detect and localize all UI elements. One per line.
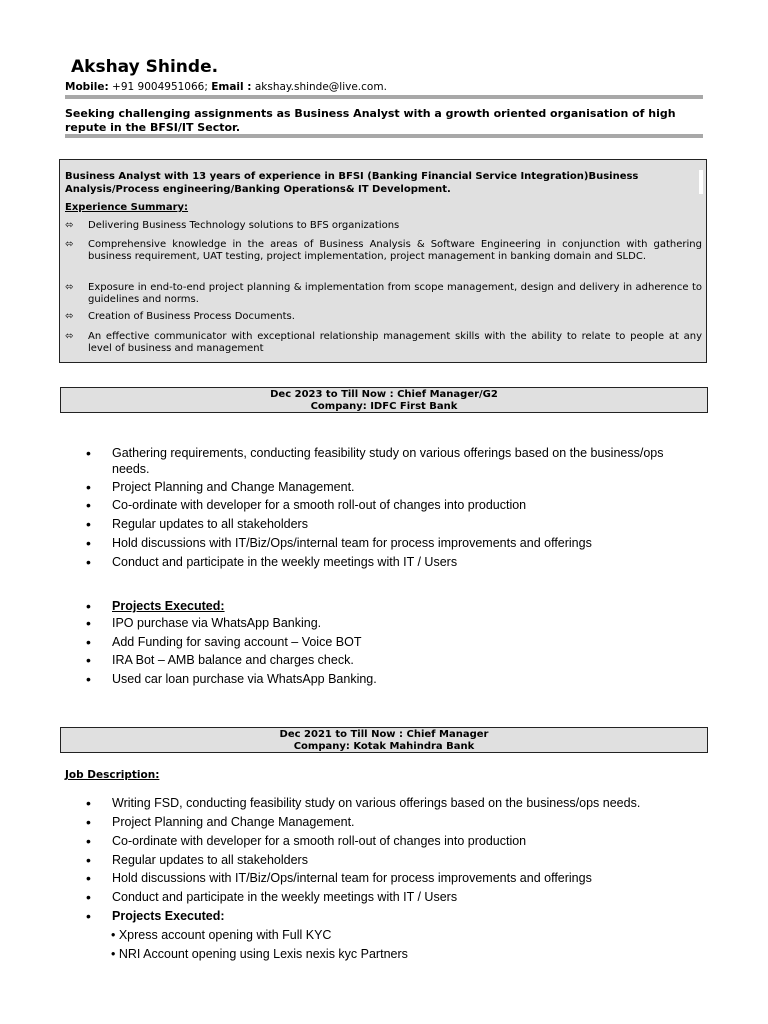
summary-intro: Business Analyst with 13 years of experience in BFSI (Banking Financial Service Integration)Business Analysis/Process engineering/Banking Operations& IT Development. bbox=[65, 171, 639, 195]
list-item: • Project Planning and Change Management. bbox=[86, 814, 355, 830]
summary-heading: Experience Summary: bbox=[65, 202, 189, 213]
list-item: • IPO purchase via WhatsApp Banking. bbox=[86, 615, 322, 631]
bullet-icon: • bbox=[86, 615, 91, 631]
list-item: • Xpress account opening with Full KYC bbox=[111, 928, 332, 942]
experience-summary-box bbox=[59, 159, 707, 363]
email-label: Email : bbox=[211, 81, 252, 93]
objective-rule bbox=[65, 134, 703, 138]
bullet-icon: • bbox=[86, 598, 91, 614]
bullet-icon: • bbox=[86, 795, 91, 811]
bullet-icon: • bbox=[86, 652, 91, 668]
candidate-name: Akshay Shinde. bbox=[71, 57, 219, 77]
bullet-icon: • bbox=[86, 554, 91, 570]
bullet-icon: • bbox=[86, 535, 91, 551]
bullet-icon: • bbox=[86, 908, 91, 924]
list-item: • NRI Account opening using Lexis nexis kyc Partners bbox=[111, 947, 408, 961]
summary-item-text: Exposure in end-to-end project planning & implementation from scope management, design and delivery in adherence to guidelines and norms. bbox=[88, 282, 702, 305]
double-arrow-icon: ⬄ bbox=[65, 331, 74, 342]
job-period-title: Dec 2023 to Till Now : Chief Manager/G2 bbox=[270, 389, 498, 400]
bullet-icon: • bbox=[86, 870, 91, 886]
bullet-icon: • bbox=[86, 479, 91, 495]
summary-item bbox=[65, 282, 702, 305]
bullet-icon: • bbox=[86, 833, 91, 849]
bullet-icon: • bbox=[86, 814, 91, 830]
job-header-idfc bbox=[60, 387, 708, 413]
mobile-value: +91 9004951066; bbox=[112, 81, 208, 93]
double-arrow-icon: ⬄ bbox=[65, 282, 74, 293]
job-company: Company: Kotak Mahindra Bank bbox=[293, 741, 475, 752]
summary-item-text: Delivering Business Technology solutions to BFS organizations bbox=[88, 220, 400, 231]
job-company: Company: IDFC First Bank bbox=[310, 401, 458, 412]
summary-item-text: An effective communicator with exceptional relationship management skills with the ability to relate to people at any level of business and management bbox=[88, 331, 702, 354]
summary-item bbox=[65, 331, 702, 354]
double-arrow-icon: ⬄ bbox=[65, 239, 74, 250]
contact-line bbox=[65, 81, 387, 93]
list-item: • Hold discussions with IT/Biz/Ops/internal team for process improvements and offerings bbox=[86, 870, 592, 886]
list-item: • Gathering requirements, conducting feasibility study on various offerings based on the business/ops needs. bbox=[86, 445, 664, 476]
bullet-icon: • bbox=[86, 852, 91, 868]
bullet-icon: • bbox=[86, 889, 91, 905]
bullet-icon: • bbox=[86, 516, 91, 532]
list-item: • Conduct and participate in the weekly meetings with IT / Users bbox=[86, 554, 458, 570]
projects-heading: • Projects Executed: bbox=[86, 598, 225, 614]
list-item: • Regular updates to all stakeholders bbox=[86, 516, 308, 532]
bullet-icon: • bbox=[86, 497, 91, 513]
double-arrow-icon: ⬄ bbox=[65, 220, 74, 231]
email-value: akshay.shinde@live.com. bbox=[254, 81, 387, 93]
list-item: • Co-ordinate with developer for a smooth roll-out of changes into production bbox=[86, 833, 527, 849]
summary-item bbox=[65, 311, 702, 323]
mobile-label: Mobile: bbox=[65, 81, 109, 93]
summary-item bbox=[65, 220, 702, 232]
list-item: • Hold discussions with IT/Biz/Ops/internal team for process improvements and offerings bbox=[86, 535, 592, 551]
list-item: • Conduct and participate in the weekly meetings with IT / Users bbox=[86, 889, 458, 905]
projects-heading: • Projects Executed: bbox=[86, 908, 225, 924]
job-description-heading: Job Description: bbox=[65, 769, 160, 781]
list-item: • Project Planning and Change Management. bbox=[86, 479, 355, 495]
career-objective: Seeking challenging assignments as Business Analyst with a growth oriented organisation of high repute in the BFSI/IT Sector. bbox=[65, 107, 676, 134]
double-arrow-icon: ⬄ bbox=[65, 311, 74, 322]
list-item: • IRA Bot – AMB balance and charges check. bbox=[86, 652, 354, 668]
list-item: • Regular updates to all stakeholders bbox=[86, 852, 308, 868]
job-header-kotak bbox=[60, 727, 708, 753]
bullet-icon: • bbox=[86, 671, 91, 687]
list-item: • Used car loan purchase via WhatsApp Banking. bbox=[86, 671, 377, 687]
list-item: • Co-ordinate with developer for a smooth roll-out of changes into production bbox=[86, 497, 527, 513]
header-rule bbox=[65, 95, 703, 99]
bullet-icon: • bbox=[86, 634, 91, 650]
summary-item-text: Creation of Business Process Documents. bbox=[88, 311, 295, 322]
summary-item-text: Comprehensive knowledge in the areas of Business Analysis & Software Engineering in conjunction with gathering business requirement, UAT testing, project implementation, project management in banking domain and SLDC. bbox=[88, 239, 702, 262]
bullet-icon: • bbox=[86, 445, 91, 461]
list-item: • Add Funding for saving account – Voice BOT bbox=[86, 634, 362, 650]
job-period-title: Dec 2021 to Till Now : Chief Manager bbox=[279, 729, 489, 740]
summary-item bbox=[65, 239, 702, 262]
list-item: • Writing FSD, conducting feasibility study on various offerings based on the business/ops needs. bbox=[86, 795, 641, 811]
